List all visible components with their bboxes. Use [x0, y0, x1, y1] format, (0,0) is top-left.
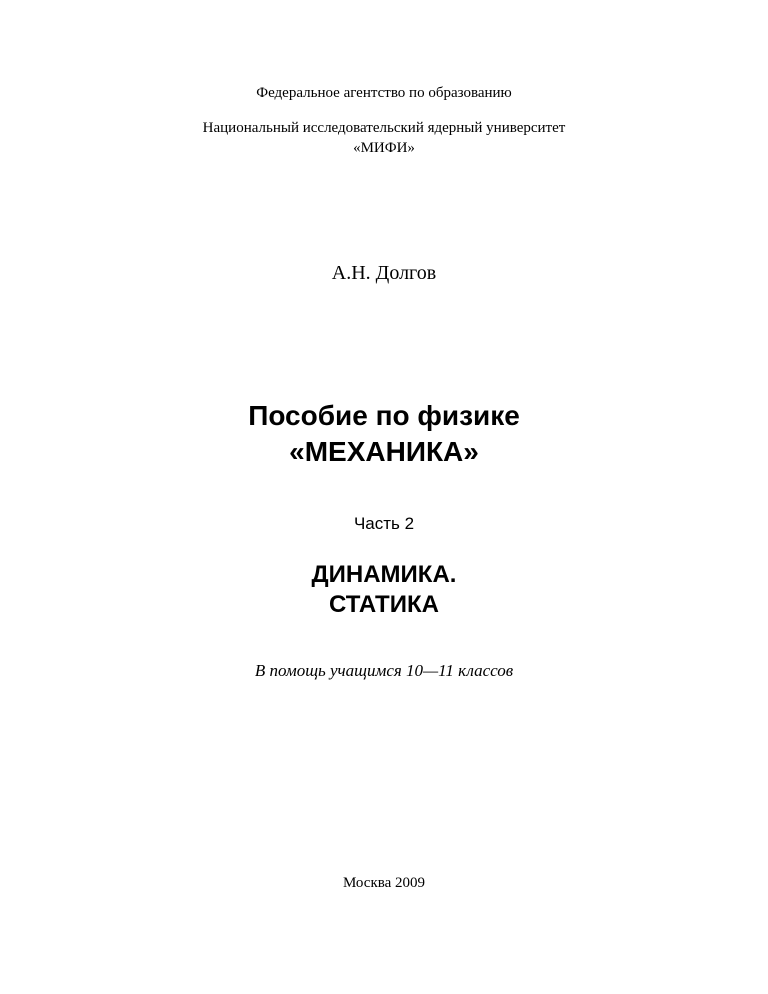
- part-number: Часть 2: [353, 514, 415, 533]
- part-title: [0, 560, 768, 620]
- author-name: А.Н. Долгов: [331, 262, 437, 284]
- book-title: [0, 398, 768, 470]
- publication-place-year: Москва 2009: [342, 875, 426, 891]
- agency-name: Федеральное агентство по образованию: [256, 85, 512, 101]
- university-name-line-2: «МИФИ»: [353, 140, 415, 156]
- book-title-line-2: «МЕХАНИКА»: [289, 436, 479, 467]
- part-title-line-1: ДИНАМИКА.: [311, 561, 457, 588]
- university-name: [0, 118, 768, 158]
- university-name-line-1: Национальный исследовательский ядерный университет: [202, 120, 566, 136]
- book-title-line-1: Пособие по физике: [248, 400, 520, 431]
- part-title-line-2: СТАТИКА: [329, 591, 439, 618]
- target-audience: В помощь учащимся 10—11 классов: [254, 661, 514, 680]
